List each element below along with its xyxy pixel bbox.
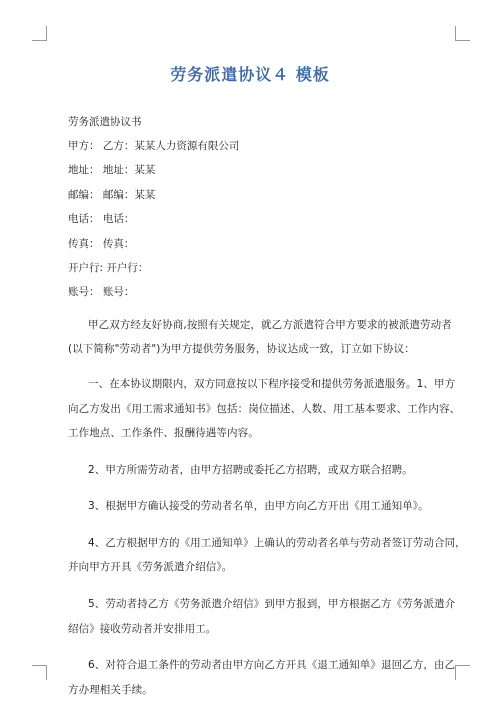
text-line: 4、乙方根据甲方的《用工通知单》上确认的劳动者名单与劳动者签订劳动合同， <box>88 536 466 549</box>
bank-line: 开户行: 开户行： <box>68 261 149 274</box>
text-line: 甲乙双方经友好协商,按照有关规定，就乙方派遣符合甲方要求的被派遣劳动者 <box>88 318 452 331</box>
crop-mark-bottom-right <box>455 665 470 680</box>
text-line: 6、对符合退工条件的劳动者由甲方向乙方开具《退工通知单》退回乙方，由乙 <box>88 659 456 672</box>
document-body <box>68 110 466 714</box>
clause-2 <box>68 458 438 483</box>
text-line: (以下简称"劳动者")为甲方提供劳务服务，协议达成一致，订立如下协议： <box>68 343 415 356</box>
account-line: 账号： 账号： <box>68 286 135 299</box>
clause-3 <box>68 494 438 519</box>
postcode-line: 邮编： 邮编：某某 <box>68 188 156 201</box>
text-line: 绍信》接收劳动者并安排用工。 <box>68 622 217 635</box>
text-line: 5、劳动者持乙方《劳务派遣介绍信》到甲方报到，甲方根据乙方《劳务派遣介 <box>88 598 456 611</box>
phone-line: 电话： 电话： <box>68 213 135 226</box>
text-line: 3、根据甲方确认接受的劳动者名单，由甲方向乙方开出《用工通知单》。 <box>88 500 429 513</box>
text-line: 并向甲方开具《劳务派遣介绍信》。 <box>68 561 233 574</box>
text-line: 工作地点、工作条件、报酬待遇等内容。 <box>68 427 259 440</box>
clause-5 <box>68 592 456 641</box>
party-line: 甲方： 乙方：某某人力资源有限公司 <box>68 140 240 152</box>
fax-line: 传真： 传真： <box>68 237 135 250</box>
clause-4 <box>68 531 466 580</box>
crop-mark-top-right <box>455 26 470 41</box>
text-line: 方办理相关手续。 <box>68 683 153 696</box>
address-line: 地址： 地址：某某 <box>68 164 156 177</box>
crop-mark-bottom-left <box>32 665 47 680</box>
text-line: 一、在本协议期限内，双方同意按以下程序接受和提供劳务派遣服务。1、甲方 <box>88 377 456 390</box>
clause-6 <box>68 653 456 702</box>
document-title: 劳务派遣协议４ 模板 <box>170 65 330 84</box>
intro-paragraph <box>68 313 452 362</box>
clause-1 <box>68 372 461 446</box>
agreement-heading: 劳务派遣协议书 <box>68 116 142 128</box>
text-line: 2、甲方所需劳动者，由甲方招聘或委托乙方招聘，或双方联合招聘。 <box>88 463 413 476</box>
crop-mark-top-left <box>32 26 47 41</box>
text-line: 向乙方发出《用工需求通知书》包括：岗位描述、人数、用工基本要求、工作内容、 <box>68 402 461 415</box>
